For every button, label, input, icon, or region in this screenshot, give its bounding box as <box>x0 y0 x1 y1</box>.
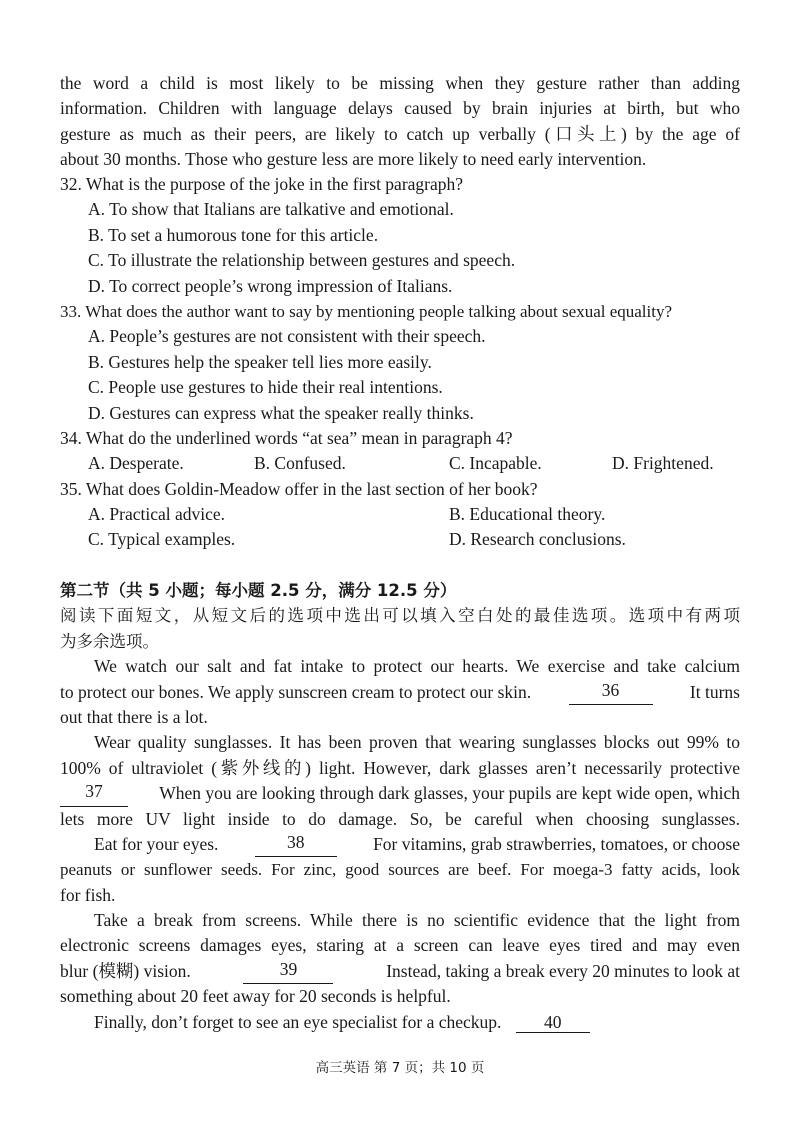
cloze-text: It turns <box>689 681 740 702</box>
question-34-option-d: D. Frightened. <box>612 453 714 474</box>
question-34-options <box>60 451 740 476</box>
blank-38[interactable]: 38 <box>255 832 337 857</box>
cloze-line: lets more UV light inside to do damage. So, be careful when choosing sunglasses. <box>60 808 740 829</box>
cloze-text: blur (模糊) vision. <box>60 960 191 981</box>
question-33-option-c: C. People use gestures to hide their real intentions. <box>88 377 443 398</box>
cloze-line <box>60 1010 740 1035</box>
question-list <box>60 172 740 553</box>
cloze-text: to protect our bones. We apply sunscreen cream to protect our skin. <box>60 681 532 702</box>
page-footer: 高三英语 第 7 页；共 10 页 <box>315 1060 485 1076</box>
blank-37[interactable]: 37 <box>60 781 128 806</box>
cloze-line: peanuts or sunflower seeds. For zinc, good sources are beef. For moega-3 fatty acids, look <box>60 860 740 880</box>
question-34-option-c: C. Incapable. <box>449 453 542 474</box>
question-35-option-a: A. Practical advice. <box>88 504 226 525</box>
cloze-line: Take a break from screens. While there is no scientific evidence that the light from <box>94 910 740 931</box>
question-32-option-c: C. To illustrate the relationship between gestures and speech. <box>88 250 516 271</box>
cloze-text: For vitamins, grab strawberries, tomatoes, or choose <box>373 833 740 854</box>
section-2 <box>60 578 740 1035</box>
question-35-option-d: D. Research conclusions. <box>449 529 626 550</box>
blank-36[interactable]: 36 <box>569 680 653 705</box>
question-34-option-a: A. Desperate. <box>88 453 184 474</box>
question-32-option-a: A. To show that Italians are talkative and emotional. <box>88 199 454 220</box>
question-35-options-row1 <box>60 502 740 527</box>
cloze-line <box>60 959 740 984</box>
cloze-line: electronic screens damages eyes, staring at a screen can leave eyes tired and may even <box>60 935 740 956</box>
section-2-instruction: 为多余选项。 <box>60 631 159 651</box>
cloze-text: When you are looking through dark glasses, your pupils are kept wide open, which <box>159 783 740 804</box>
section-2-title: 第二节（共 5 小题；每小题 2.5 分，满分 12.5 分） <box>60 581 457 600</box>
question-35-option-b: B. Educational theory. <box>449 504 606 525</box>
cloze-line: out that there is a lot. <box>60 706 208 727</box>
section-2-instruction: 阅读下面短文，从短文后的选项中选出可以填入空白处的最佳选项。选项中有两项 <box>60 606 740 626</box>
question-34-option-b: B. Confused. <box>254 453 346 474</box>
cloze-line: for fish. <box>60 884 116 905</box>
passage-line: information. Children with language delays caused by brain injuries at birth, but who <box>60 98 740 119</box>
question-35-option-c: C. Typical examples. <box>88 529 236 550</box>
cloze-line: 100% of ultraviolet (紫外线的) light. However, dark glasses aren’t necessarily protective <box>60 757 740 778</box>
cloze-line <box>60 680 740 705</box>
question-33-option-b: B. Gestures help the speaker tell lies more easily. <box>88 351 432 372</box>
question-32-option-d: D. To correct people’s wrong impression of Italians. <box>88 275 453 296</box>
question-32-stem: 32. What is the purpose of the joke in the first paragraph? <box>60 174 464 194</box>
cloze-text: Eat for your eyes. <box>94 833 219 854</box>
question-33-option-a: A. People’s gestures are not consistent with their speech. <box>88 326 486 347</box>
cloze-text: Finally, don’t forget to see an eye specialist for a checkup. <box>94 1011 502 1032</box>
question-34-stem: 34. What do the underlined words “at sea” mean in paragraph 4? <box>60 427 513 448</box>
passage-line: the word a child is most likely to be missing when they gesture rather than adding <box>60 73 740 93</box>
cloze-line: something about 20 feet away for 20 seconds is helpful. <box>60 986 451 1007</box>
question-33-option-d: D. Gestures can express what the speaker really thinks. <box>88 402 474 423</box>
question-35-stem: 35. What does Goldin-Meadow offer in the last section of her book? <box>60 478 538 499</box>
cloze-text: Instead, taking a break every 20 minutes to look at <box>386 960 740 981</box>
cloze-line <box>60 832 740 857</box>
passage-line: about 30 months. Those who gesture less are more likely to need early intervention. <box>60 149 647 170</box>
question-32-option-b: B. To set a humorous tone for this article. <box>88 224 379 245</box>
cloze-line <box>60 781 740 806</box>
cloze-line: We watch our salt and fat intake to protect our hearts. We exercise and take calcium <box>94 656 740 677</box>
passage-ending <box>60 71 740 173</box>
passage-line: gesture as much as their peers, are likely to catch up verbally (口头上) by the age of <box>60 123 740 144</box>
blank-40[interactable]: 40 <box>516 1012 590 1033</box>
question-35-options-row2 <box>60 527 740 552</box>
question-33-stem: 33. What does the author want to say by mentioning people talking about sexual equality? <box>60 301 673 321</box>
cloze-line: Wear quality sunglasses. It has been proven that wearing sunglasses blocks out 99% to <box>94 732 740 753</box>
blank-39[interactable]: 39 <box>243 959 333 984</box>
